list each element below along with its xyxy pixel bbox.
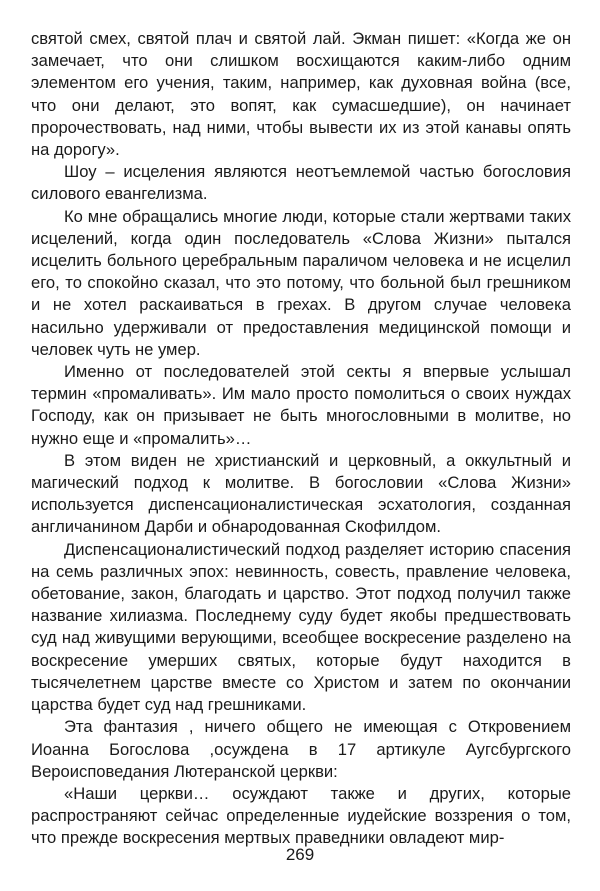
page-number: 269 [285,845,315,864]
paragraph-5: В этом виден не христианский и церковный, а оккультный и магический подход к молитве. В богословии «Слова Жизни» используется диспенсационалистическая эсхатология, созданная англичанином Дарби и обнародованная Скофилдом. [31,450,571,537]
paragraph-7: Эта фантазия , ничего общего не имеющая с Откровением Иоанна Богослова ,осуждена в 17 артикуле Аугсбургского Вероисповедания Лютеранской церкви: [31,717,571,781]
paragraph-2: Шоу – исцеления являются неотъемлемой частью богословия силового евангелизма. [31,162,571,204]
paragraph-6: Диспенсационалистический подход разделяет историю спасения на семь различных эпох: невинность, совесть, правление человека, обетование, закон, благодать и царство. Этот подход получил также название хилиазма. Последнему суду будет якобы предшествовать суд над живущими верующими, всеобщее воскресение разделено на воскресение умерших святых, которые будут находится в тысячелетнем царстве вместе со Христом и затем по окончании царства будет суд над грешниками. [31,539,571,715]
paragraph-4: Именно от последователей этой секты я впервые услышал термин «промаливать». Им мало просто помолиться о своих нуждах Господу, как он призывает не быть многословными в молитве, но нужно еще и «промалить»… [31,362,571,448]
paragraph-3: Ко мне обращались многие люди, которые стали жертвами таких исцелений, когда один последователь «Слова Жизни» пытался исцелить больного церебральным параличом человека и не исцелил его, то спокойно сказал, что это потому, что больной был грешником и не хотел раскаиваться в грехах. В другом случае человека насильно удерживали от предоставления медицинской помощи и человек чуть не умер. [31,206,571,359]
paragraph-1: святой смех, святой плач и святой лай. Экман пишет: «Когда же он замечает, что они слишком восхищаются каким-либо одним элементом его учения, таким, например, как духовная война (все, что они делают, это вопят, как сумасшедшие), он начинает пророчествовать, над ними, чтобы вывести их из этой канавы опять на дорогу». [31,29,571,160]
page-text [31,28,571,850]
paragraph-8: «Наши церкви… осуждают также и других, которые распространяют сейчас определенные иудейские воззрения о том, что прежде воскресения мертвых праведники овладеют мир- [31,783,571,848]
